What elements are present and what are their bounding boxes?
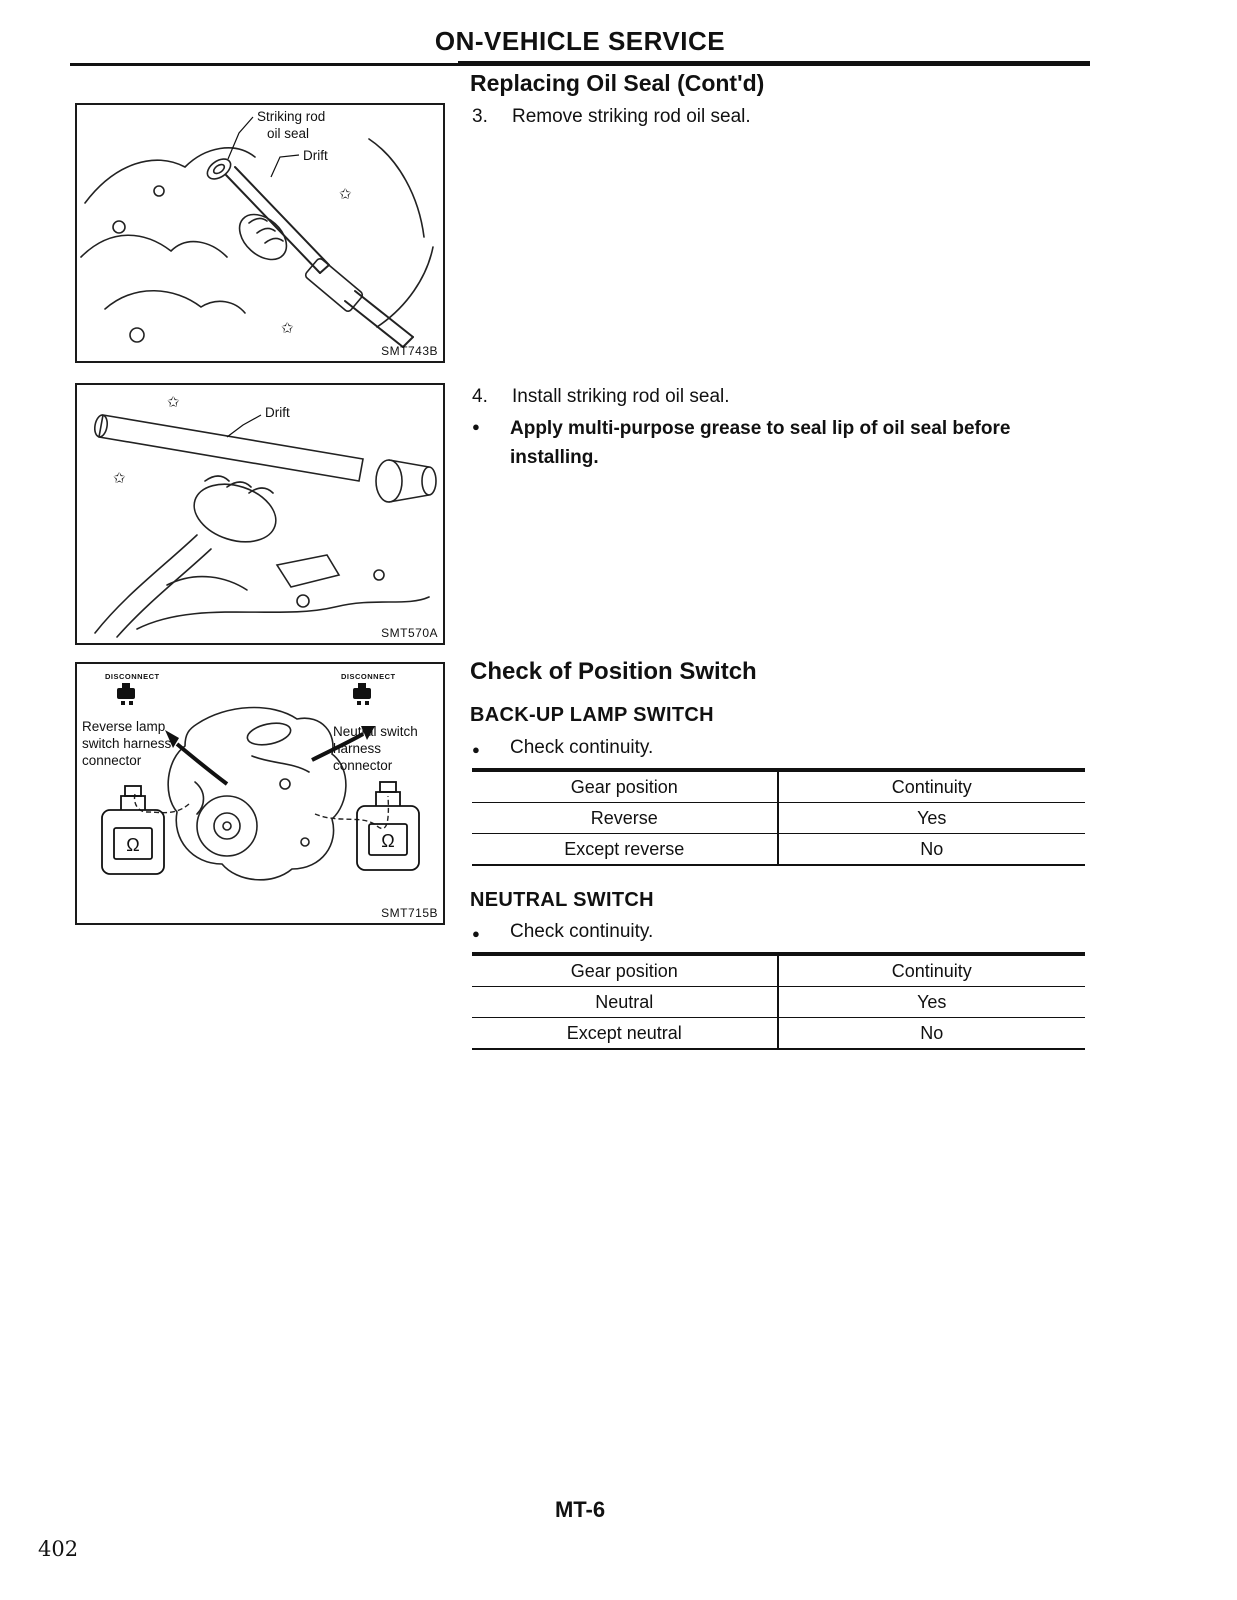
step-3-number: 3.	[472, 106, 488, 127]
drift-install-illustration	[77, 385, 443, 643]
table-cell-gear: Except reverse	[472, 834, 779, 864]
figure-code: SMT743B	[381, 344, 438, 358]
transmission-illustration	[168, 708, 346, 880]
heading-backup-lamp-switch: BACK-UP LAMP SWITCH	[470, 704, 714, 726]
impact-star-icon: ✩	[113, 470, 126, 487]
table-header-row	[472, 772, 1085, 803]
ohm-symbol: Ω	[381, 831, 395, 851]
figure-label-neutral-switch: harness	[333, 741, 382, 756]
table-row	[472, 803, 1085, 834]
section-title-replacing-oil-seal: Replacing Oil Seal (Cont'd)	[470, 70, 765, 96]
table-row	[472, 1018, 1085, 1048]
figure-striking-rod-seal-removal	[75, 103, 445, 363]
heading-check-of-position-switch: Check of Position Switch	[470, 658, 757, 685]
bullet-icon: ●	[472, 742, 480, 757]
table-cell-gear: Reverse	[472, 803, 779, 833]
table-cell-continuity: Yes	[917, 991, 947, 1012]
backup-check-continuity-text: Check continuity.	[510, 737, 654, 758]
table-cell-continuity: Yes	[917, 807, 947, 828]
backup-lamp-table	[472, 768, 1085, 866]
table-row	[472, 987, 1085, 1018]
page-header-title: ON-VEHICLE SERVICE	[434, 26, 726, 56]
header-rule-right	[458, 61, 1090, 65]
figure-code: SMT570A	[381, 626, 438, 640]
neutral-switch-table	[472, 952, 1085, 1050]
table-cell-continuity: No	[920, 838, 944, 859]
disconnect-connector-icon	[353, 683, 371, 705]
figure-position-switch-check	[75, 662, 445, 925]
figure-drift-install	[75, 383, 445, 645]
figure-label-reverse-lamp: connector	[82, 753, 142, 768]
ohm-symbol: Ω	[126, 835, 140, 855]
figure-label-neutral-switch: Neutral switch	[333, 724, 418, 739]
impact-star-icon: ✩	[339, 186, 352, 203]
impact-star-icon: ✩	[281, 320, 294, 337]
disconnect-connector-icon	[117, 683, 135, 705]
grease-note: Apply multi-purpose grease to seal lip of oil seal before installing.	[510, 418, 1011, 468]
table-header-gear-position: Gear position	[472, 772, 779, 802]
step-4-text: Install striking rod oil seal.	[512, 386, 730, 407]
table-row	[472, 834, 1085, 864]
footer-section-code: MT-6	[554, 1497, 606, 1522]
table-cell-gear: Neutral	[472, 987, 779, 1017]
bullet-icon: ●	[472, 419, 480, 434]
heading-neutral-switch: NEUTRAL SWITCH	[470, 889, 654, 911]
step-4-number: 4.	[472, 386, 488, 407]
footer-page-number: 402	[38, 1537, 79, 1561]
bullet-icon: ●	[472, 926, 480, 941]
figure-label-reverse-lamp: Reverse lamp	[82, 719, 166, 734]
neutral-check-continuity-text: Check continuity.	[510, 921, 654, 942]
ohmmeter-icon	[357, 782, 419, 870]
disconnect-label: DISCONNECT	[105, 672, 160, 681]
table-header-row	[472, 956, 1085, 987]
figure-label-reverse-lamp: switch harness	[82, 736, 172, 751]
position-switch-illustration	[77, 664, 443, 923]
impact-star-icon: ✩	[167, 394, 180, 411]
table-header-gear-position: Gear position	[472, 956, 779, 986]
figure-label-drift: Drift	[265, 405, 290, 420]
striking-rod-seal-removal-illustration	[77, 105, 443, 361]
figure-label-drift: Drift	[303, 148, 328, 163]
table-header-continuity: Continuity	[891, 776, 972, 797]
table-header-continuity: Continuity	[891, 960, 972, 981]
disconnect-label: DISCONNECT	[341, 672, 396, 681]
ohmmeter-icon	[102, 786, 164, 874]
step-3-text: Remove striking rod oil seal.	[512, 106, 751, 127]
figure-code: SMT715B	[381, 906, 438, 920]
table-cell-gear: Except neutral	[472, 1018, 779, 1048]
figure-label-oil-seal: oil seal	[267, 126, 310, 141]
figure-label-striking-rod: Striking rod	[257, 109, 326, 124]
table-cell-continuity: No	[920, 1022, 944, 1043]
harness-wire	[135, 794, 389, 829]
figure-label-neutral-switch: connector	[333, 758, 393, 773]
